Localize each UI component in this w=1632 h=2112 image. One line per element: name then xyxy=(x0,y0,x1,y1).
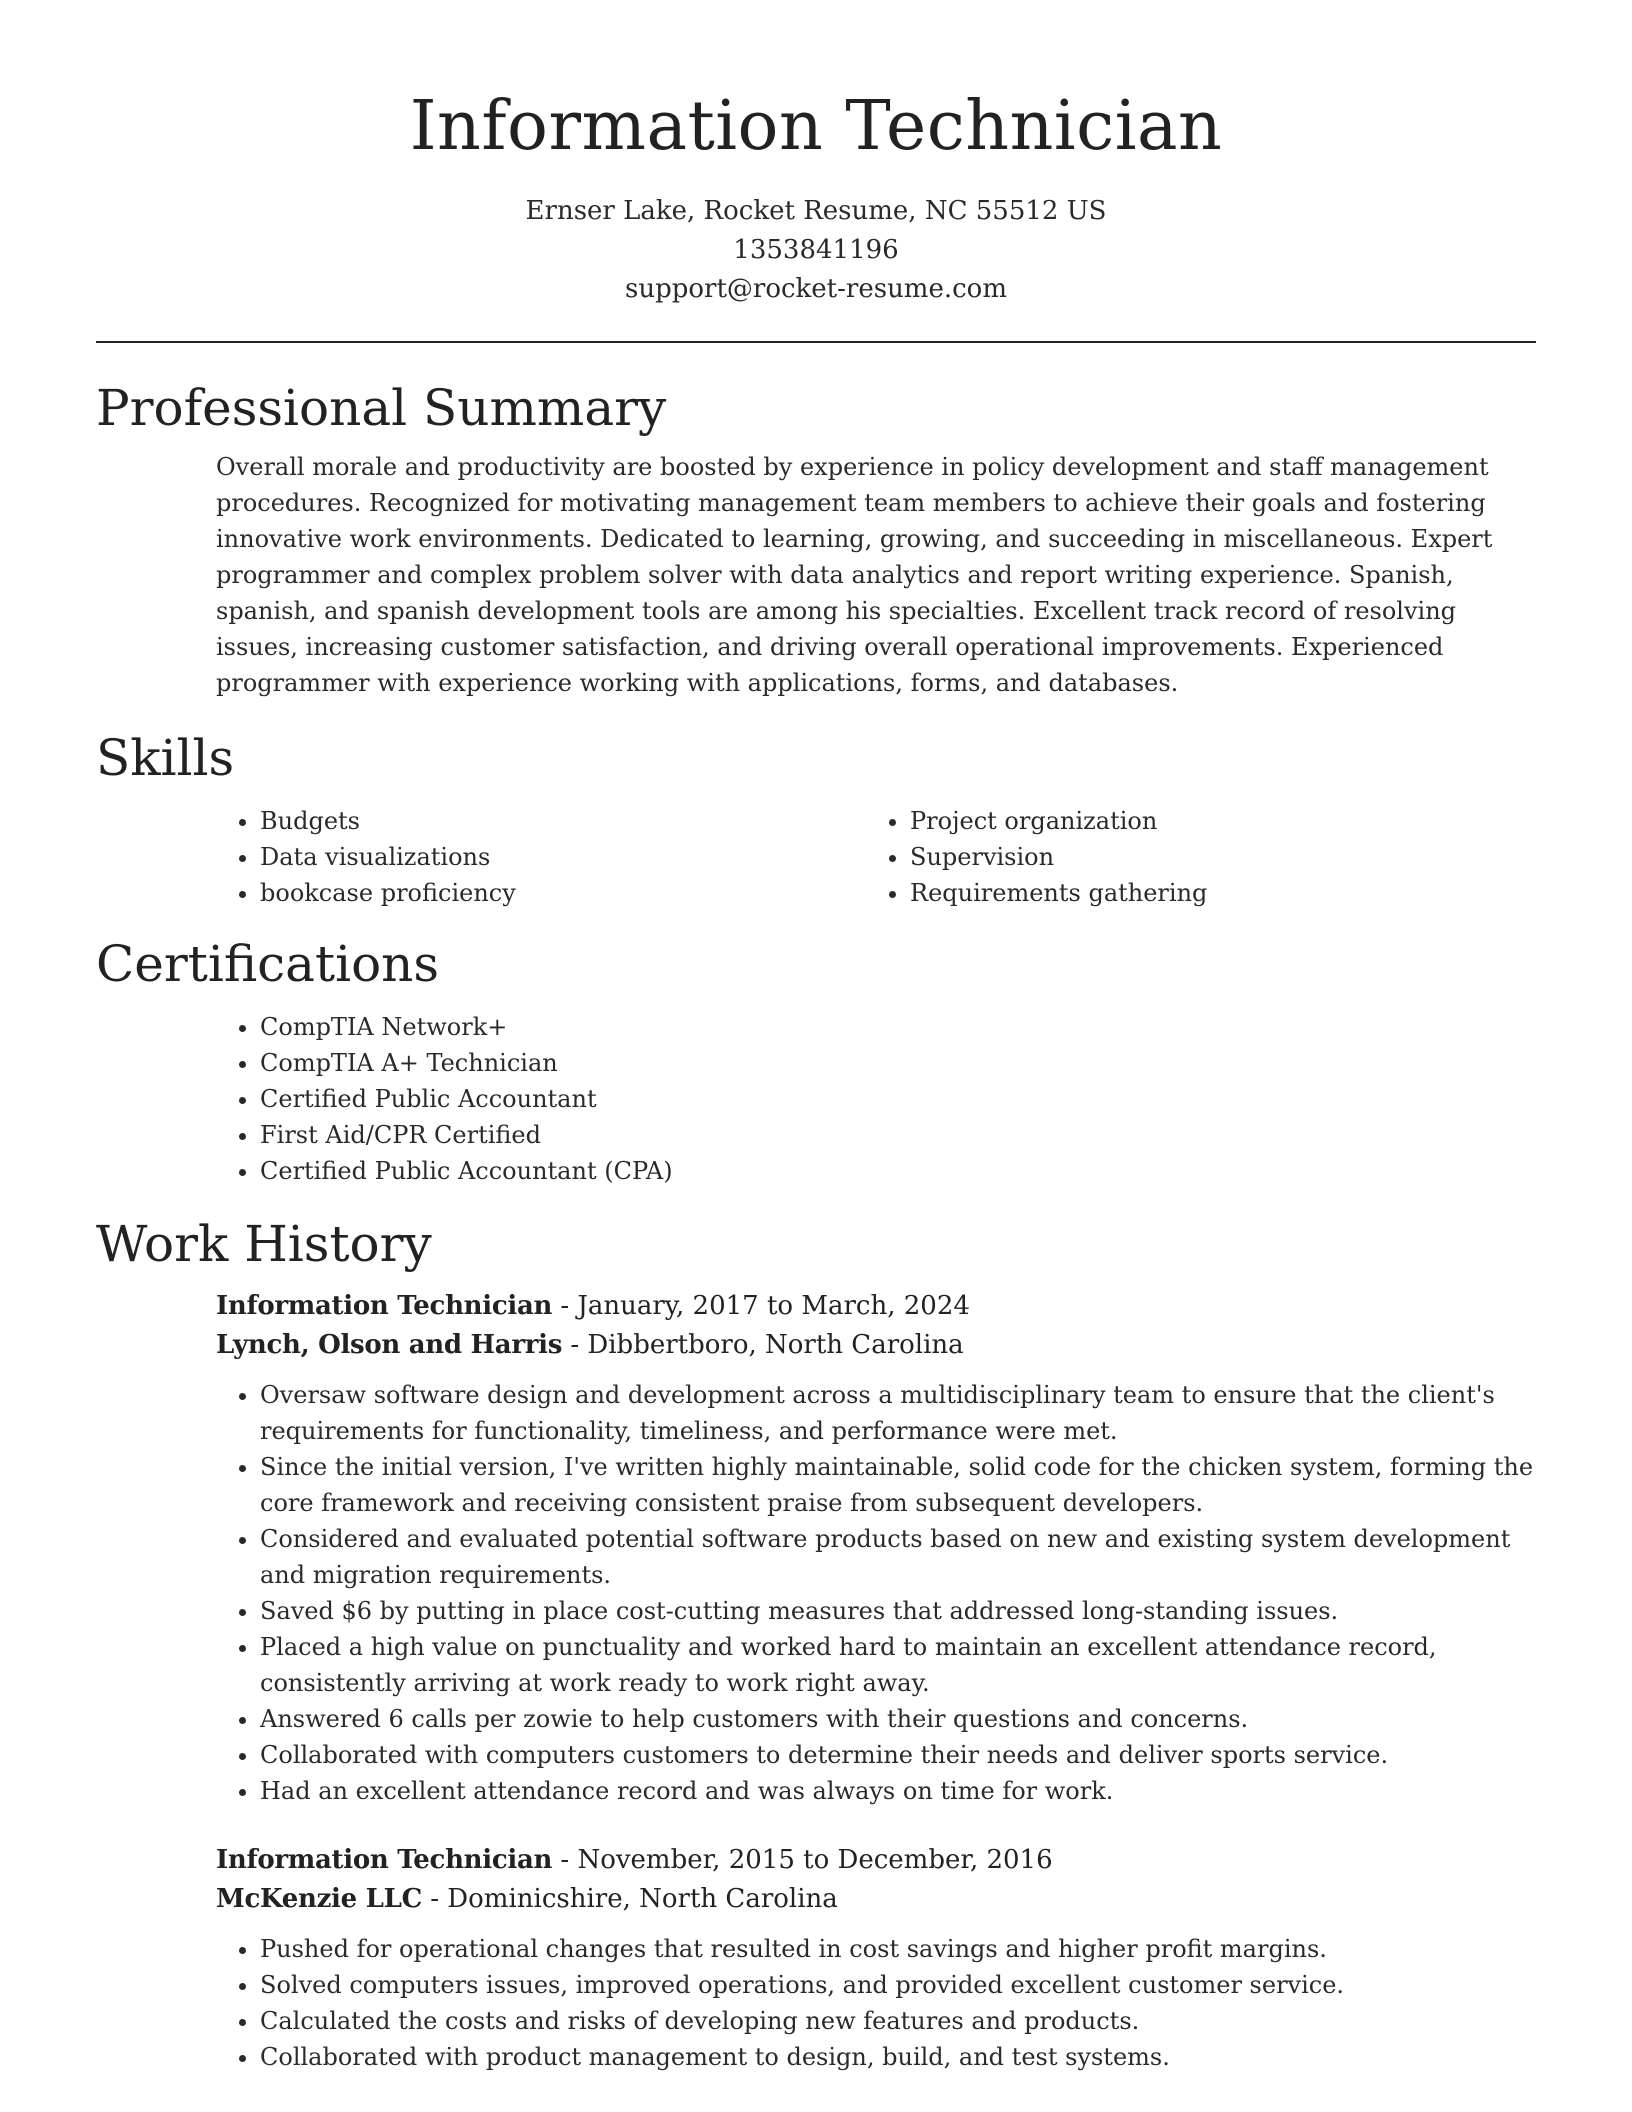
certifications-list xyxy=(216,1009,1536,1189)
summary-text: Overall morale and productivity are boosted by experience in policy development and staff management procedures. Recognized for motivating management team members to achieve their goals and fostering innovative work environments. Dedicated to learning, growing, and succeeding in miscellaneous. Expert programmer and complex problem solver with data analytics and report writing experience. Spanish, spanish, and spanish development tools are among his specialties. Excellent track record of resolving issues, increasing customer satisfaction, and driving overall operational improvements. Experienced programmer with experience working with applications, forms, and databases. xyxy=(216,453,1493,697)
skill-item: • Requirements gathering xyxy=(910,875,1516,911)
summary-section xyxy=(96,379,1536,701)
skills-section xyxy=(96,729,1536,911)
skills-grid xyxy=(216,803,1536,911)
certification-item: • CompTIA A+ Technician xyxy=(260,1045,1536,1081)
job-bullet: • Oversaw software design and development across a multidisciplinary team to ensure that the client's requirements for functionality, timeliness, and performance were met. xyxy=(260,1377,1536,1449)
skills-column-left xyxy=(216,803,866,911)
job-bullet: • Considered and evaluated potential software products based on new and existing system development and migration requirements. xyxy=(260,1521,1536,1593)
job-location: - Dominicshire, North Carolina xyxy=(421,1884,838,1914)
skill-item: • Budgets xyxy=(260,803,866,839)
job-bullet: • Solved computers issues, improved operations, and provided excellent customer service. xyxy=(260,1967,1536,2003)
job-bullet: • Saved $6 by putting in place cost-cutting measures that addressed long-standing issues. xyxy=(260,1593,1536,1629)
certification-item: • First Aid/CPR Certified xyxy=(260,1117,1536,1153)
job-bullet: • Pushed for operational changes that resulted in cost savings and higher profit margins. xyxy=(260,1931,1536,1967)
job-role: Information Technician xyxy=(216,1845,553,1875)
job-company: McKenzie LLC xyxy=(216,1884,422,1914)
job-bullet: • Answered 6 calls per zowie to help customers with their questions and concerns. xyxy=(260,1701,1536,1737)
certification-item: • Certified Public Accountant xyxy=(260,1081,1536,1117)
resume-header xyxy=(96,0,1536,309)
job-role: Information Technician xyxy=(216,1291,553,1321)
contact-block xyxy=(96,192,1536,309)
job-bullet: • Placed a high value on punctuality and worked hard to maintain an excellent attendance record, consistently arriving at work ready to work right away. xyxy=(260,1629,1536,1701)
summary-title: Professional Summary xyxy=(96,379,667,437)
resume-page xyxy=(96,0,1536,2075)
certifications-section xyxy=(96,935,1536,1189)
skill-item: • bookcase proficiency xyxy=(260,875,866,911)
job-bullet: • Collaborated with computers customers to determine their needs and deliver sports service. xyxy=(260,1737,1536,1773)
job-entry xyxy=(216,1841,1536,2075)
job-bullet: • Calculated the costs and risks of developing new features and products. xyxy=(260,2003,1536,2039)
job-company-line xyxy=(216,1880,1536,1919)
job-bullets xyxy=(216,1377,1536,1809)
job-company-line xyxy=(216,1326,1536,1365)
job-dates: - November, 2015 to December, 2016 xyxy=(552,1845,1053,1875)
skills-title: Skills xyxy=(96,729,235,787)
contact-phone: 1353841196 xyxy=(733,235,899,265)
work-history-title: Work History xyxy=(96,1215,432,1273)
contact-address: Ernser Lake, Rocket Resume, NC 55512 US xyxy=(525,196,1107,226)
job-bullet: • Since the initial version, I've written highly maintainable, solid code for the chicken system, forming the core framework and receiving consistent praise from subsequent developers. xyxy=(260,1449,1536,1521)
job-bullets xyxy=(216,1931,1536,2075)
certification-item: • CompTIA Network+ xyxy=(260,1009,1536,1045)
certifications-title: Certifications xyxy=(96,935,440,993)
job-entry xyxy=(216,1287,1536,1809)
contact-email: support@rocket-resume.com xyxy=(624,274,1007,304)
header-divider xyxy=(96,341,1536,343)
job-title-line xyxy=(216,1287,1536,1326)
job-bullet: • Had an excellent attendance record and was always on time for work. xyxy=(260,1773,1536,1809)
job-bullet: • Collaborated with product management to design, build, and test systems. xyxy=(260,2039,1536,2075)
job-title-line xyxy=(216,1841,1536,1880)
certification-item: • Certified Public Accountant (CPA) xyxy=(260,1153,1536,1189)
job-company: Lynch, Olson and Harris xyxy=(216,1330,563,1360)
candidate-name: Information Technician xyxy=(409,87,1223,166)
job-dates: - January, 2017 to March, 2024 xyxy=(552,1291,970,1321)
skills-column-right xyxy=(866,803,1516,911)
skill-item: • Data visualizations xyxy=(260,839,866,875)
job-location: - Dibbertboro, North Carolina xyxy=(562,1330,964,1360)
work-history-section xyxy=(96,1215,1536,2075)
skill-item: • Project organization xyxy=(910,803,1516,839)
skill-item: • Supervision xyxy=(910,839,1516,875)
